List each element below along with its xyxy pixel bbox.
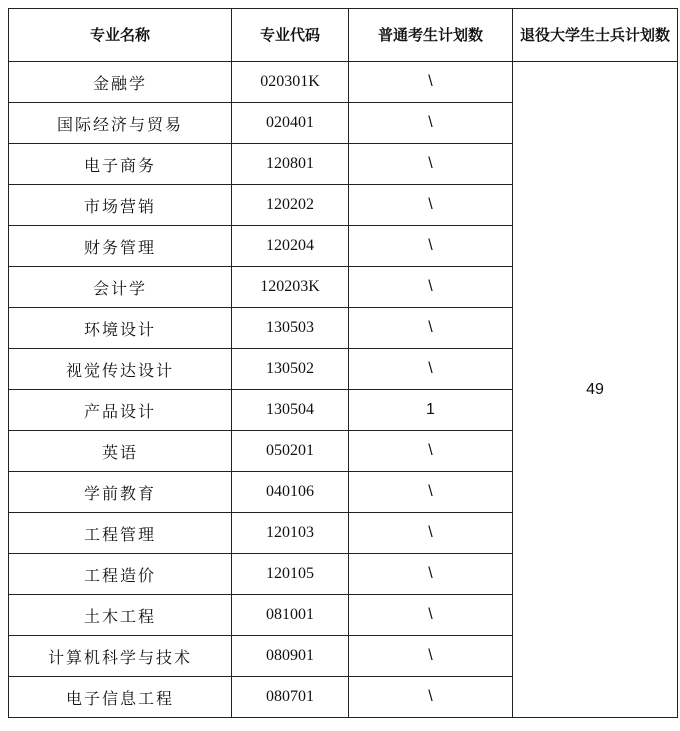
- major-code-cell: 130504: [232, 390, 349, 431]
- major-name-cell: 环境设计: [9, 308, 232, 349]
- regular-plan-cell: \: [349, 431, 513, 472]
- major-code-cell: 020301K: [232, 62, 349, 103]
- regular-plan-cell: \: [349, 103, 513, 144]
- regular-plan-cell: \: [349, 349, 513, 390]
- major-code-cell: 120203K: [232, 267, 349, 308]
- regular-plan-cell: \: [349, 144, 513, 185]
- header-row: [9, 9, 678, 62]
- table-header: [9, 9, 678, 62]
- major-code-cell: 040106: [232, 472, 349, 513]
- major-name-cell: 国际经济与贸易: [9, 103, 232, 144]
- major-name-cell: 英语: [9, 431, 232, 472]
- enrollment-quota-table: [8, 8, 678, 718]
- regular-plan-cell: 1: [349, 390, 513, 431]
- major-name-cell: 市场营销: [9, 185, 232, 226]
- header-major-code: 专业代码: [232, 9, 349, 62]
- header-major-name: 专业名称: [9, 9, 232, 62]
- major-code-cell: 080901: [232, 636, 349, 677]
- regular-plan-cell: \: [349, 185, 513, 226]
- major-code-cell: 120801: [232, 144, 349, 185]
- regular-plan-cell: \: [349, 472, 513, 513]
- major-name-cell: 金融学: [9, 62, 232, 103]
- major-name-cell: 产品设计: [9, 390, 232, 431]
- regular-plan-cell: \: [349, 62, 513, 103]
- major-code-cell: 130503: [232, 308, 349, 349]
- major-name-cell: 电子商务: [9, 144, 232, 185]
- major-code-cell: 120103: [232, 513, 349, 554]
- major-code-cell: 130502: [232, 349, 349, 390]
- regular-plan-cell: \: [349, 595, 513, 636]
- header-regular-plan: 普通考生计划数: [349, 9, 513, 62]
- major-name-cell: 工程造价: [9, 554, 232, 595]
- table-row: [9, 62, 678, 103]
- header-veteran-plan: 退役大学生士兵计划数: [513, 9, 678, 62]
- major-name-cell: 电子信息工程: [9, 677, 232, 718]
- regular-plan-cell: \: [349, 554, 513, 595]
- regular-plan-cell: \: [349, 636, 513, 677]
- regular-plan-cell: \: [349, 677, 513, 718]
- major-code-cell: 050201: [232, 431, 349, 472]
- veteran-plan-total-cell: 49: [513, 62, 678, 718]
- major-name-cell: 学前教育: [9, 472, 232, 513]
- regular-plan-cell: \: [349, 513, 513, 554]
- major-name-cell: 工程管理: [9, 513, 232, 554]
- regular-plan-cell: \: [349, 308, 513, 349]
- major-name-cell: 财务管理: [9, 226, 232, 267]
- major-name-cell: 会计学: [9, 267, 232, 308]
- regular-plan-cell: \: [349, 267, 513, 308]
- major-code-cell: 120202: [232, 185, 349, 226]
- table-body: [9, 62, 678, 718]
- major-code-cell: 080701: [232, 677, 349, 718]
- major-name-cell: 计算机科学与技术: [9, 636, 232, 677]
- major-code-cell: 120105: [232, 554, 349, 595]
- major-code-cell: 120204: [232, 226, 349, 267]
- major-name-cell: 视觉传达设计: [9, 349, 232, 390]
- major-code-cell: 081001: [232, 595, 349, 636]
- major-name-cell: 土木工程: [9, 595, 232, 636]
- major-code-cell: 020401: [232, 103, 349, 144]
- regular-plan-cell: \: [349, 226, 513, 267]
